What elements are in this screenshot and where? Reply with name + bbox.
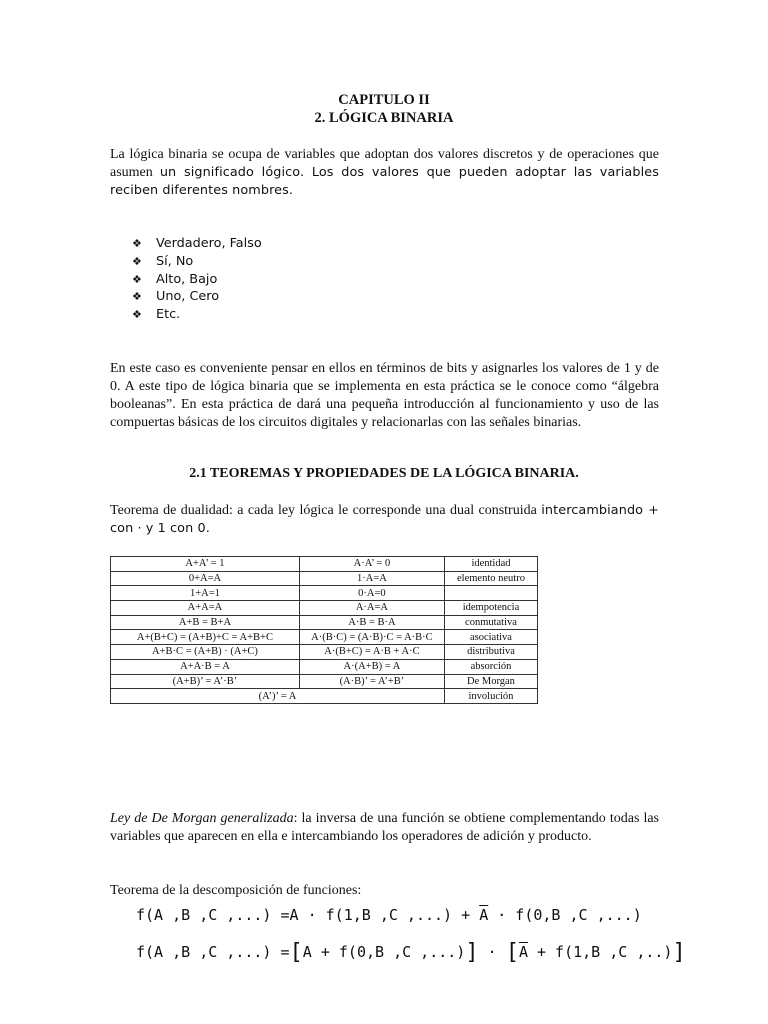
diamond-bullet-icon: ❖: [132, 272, 142, 286]
table-row: A+B = B+A A·B = B·A conmutativa: [111, 615, 538, 630]
table-row: 1+A=1 0·A=0: [111, 586, 538, 601]
decomposition-title: Teorema de la descomposición de funciones:: [110, 883, 362, 898]
intro-serif-text: La lógica binaria se ocupa de variables que adoptan dos valores discretos y de operaciones que asumen: [110, 147, 659, 180]
chapter-title: 2. LÓGICA BINARIA: [314, 110, 454, 126]
table-row: A+A=A A·A=A idempotencia: [111, 601, 538, 616]
value-names-list: [132, 235, 262, 324]
chapter-heading: CAPITULO II: [338, 92, 430, 108]
table-row: (A’)’ = A involución: [111, 689, 538, 704]
table-row: (A+B)’ = A’·B’ (A·B)’ = A’+B’ De Morgan: [111, 674, 538, 689]
list-item: ❖ Verdadero, Falso: [132, 236, 262, 251]
diamond-bullet-icon: ❖: [132, 237, 142, 250]
binary-values-paragraph: En este caso es conveniente pensar en ellos en términos de bits y asignarles los valores de 1 y de 0. A este tipo de lógica binaria que se implementa en esta práctica se le conoce como “álgebra booleanas”. En esta práctica de dará una pequeña introducción al funcionamiento y uso de las compuertas básicas de los circuitos digitales y relacionarlas con las señales binarias.: [110, 361, 659, 430]
table-row: A+(B+C) = (A+B)+C = A+B+C A·(B·C) = (A·B)·C = A·B·C asociativa: [111, 630, 538, 645]
demorgan-text: : la inversa de una función se obtiene complementando todas las variables que aparecen en ella e intercambiando los operadores de adición y producto.: [110, 811, 659, 844]
demorgan-paragraph: [110, 810, 659, 846]
demorgan-label: Ley de De Morgan generalizada: [110, 811, 294, 826]
table-row: A+A’ = 1 A·A’ = 0 identidad: [111, 557, 538, 572]
table-row: A+A·B = A A·(A+B) = A absorción: [111, 659, 538, 674]
table-row: A+B·C = (A+B) · (A+C) A·(B+C) = A·B + A·C distributiva: [111, 645, 538, 660]
table-row: 0+A=A 1·A=A elemento neutro: [111, 571, 538, 586]
intro-paragraph: [110, 146, 659, 200]
formula-product-decomposition: f(A ,B ,C ,...) =[A + f(0,B ,C ,...)] · [$\overline{A} + f(1,B$ ,C ,..)]: [136, 940, 686, 965]
diamond-bullet-icon: ❖: [132, 254, 142, 268]
list-item: ❖ Uno, Cero: [132, 289, 220, 305]
duality-sans-text: intercambiando + con · y 1 con 0.: [110, 503, 659, 536]
duality-paragraph: [110, 502, 659, 538]
negated-variable: $\overline{A}$: [479, 906, 489, 924]
list-item: ❖ Sí, No: [132, 253, 194, 269]
formula-sum-decomposition: f(A ,B ,C ,...) =A · f(1,B ,C ,...) + $\overline{A} \cdot f(0,B$ ,C ,...): [136, 906, 642, 924]
negated-variable: $\overline{A}$: [518, 943, 528, 961]
diamond-bullet-icon: ❖: [132, 290, 142, 304]
diamond-bullet-icon: ❖: [132, 308, 142, 322]
boolean-laws-table: [110, 556, 538, 704]
section-heading: 2.1 TEOREMAS Y PROPIEDADES DE LA LÓGICA BINARIA.: [189, 466, 579, 481]
list-item: ❖ Etc.: [132, 307, 181, 323]
list-item: ❖ Alto, Bajo: [132, 271, 218, 287]
intro-sans-text: un significado lógico. Los dos valores que pueden adoptar las variables reciben diferentes nombres.: [110, 165, 659, 198]
duality-serif-text: Teorema de dualidad: a cada ley lógica le corresponde una dual construida: [110, 503, 542, 518]
